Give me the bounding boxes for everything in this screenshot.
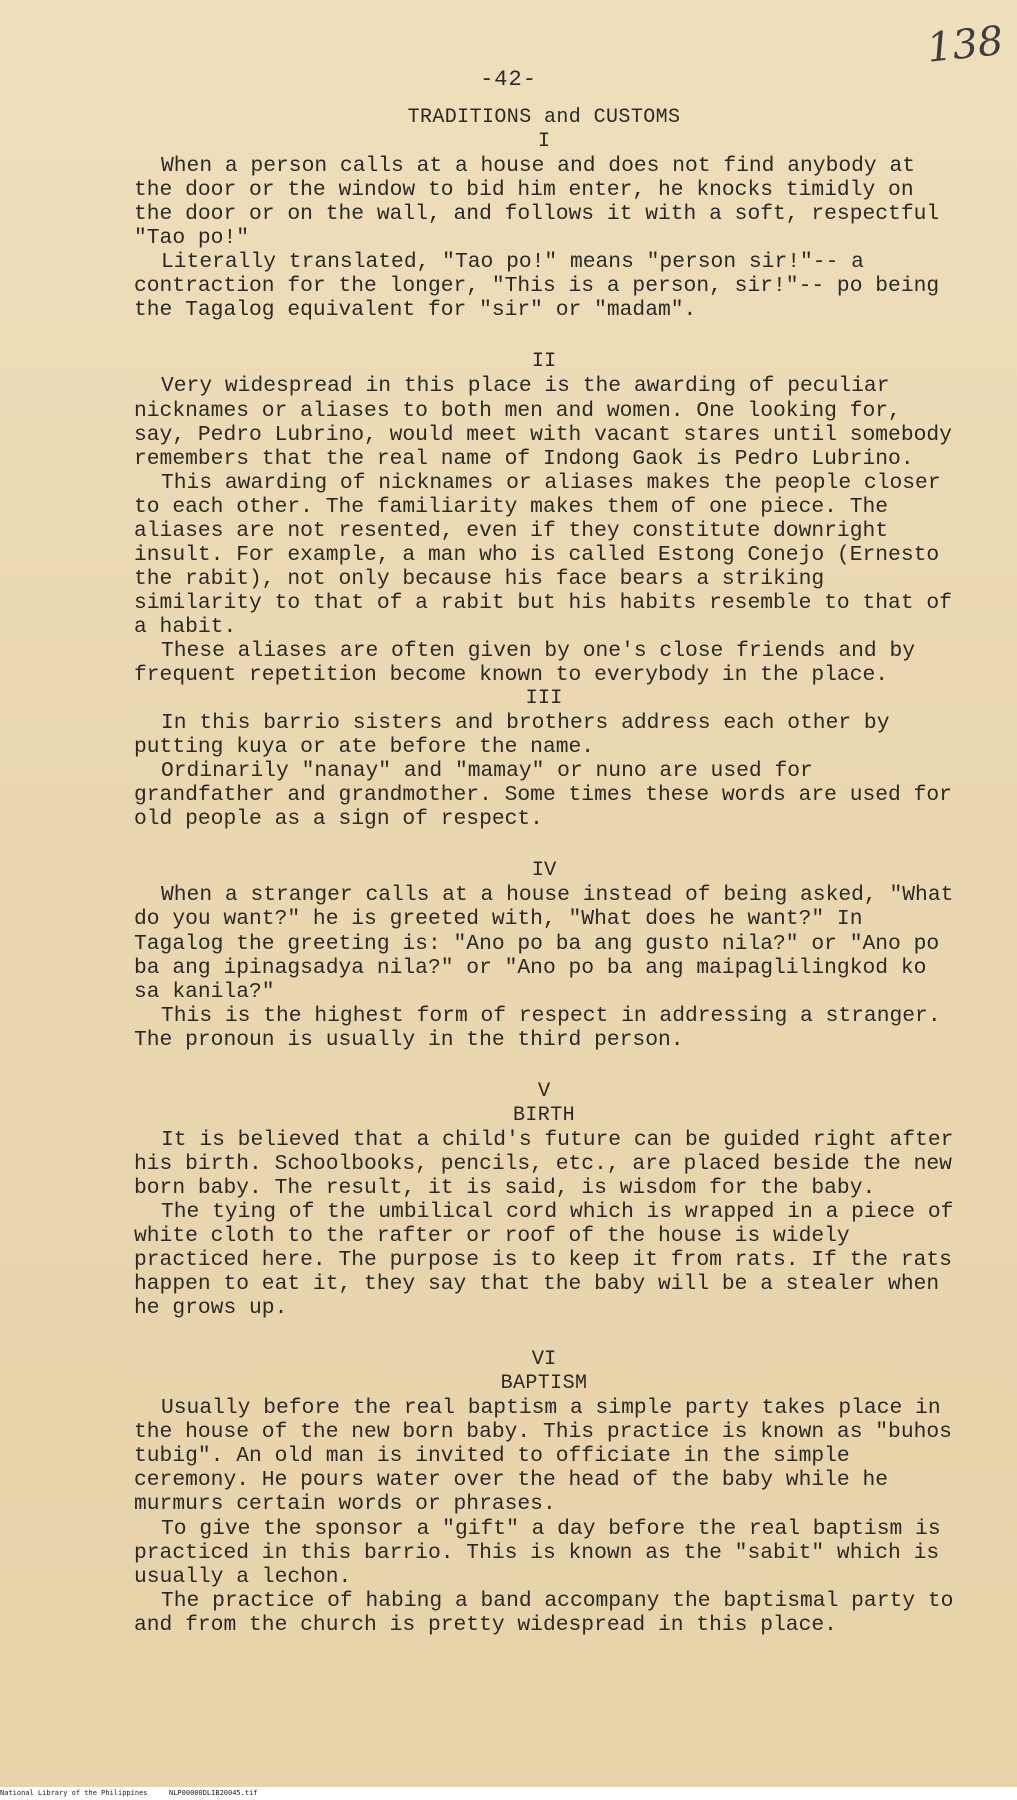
section-title-baptism: BAPTISM — [500, 1372, 588, 1396]
section-spacer — [134, 1052, 954, 1080]
section-spacer — [134, 1320, 954, 1348]
section-title-birth: BIRTH — [512, 1103, 575, 1127]
scan-footer — [0, 1787, 1017, 1800]
section-iv-paragraph-1: When a stranger calls at a house instead of being asked, "What do you want?" he is greeted with, "What does he want?" In Tagalog the greeting is: "Ano po ba ang gusto nila?" or "Ano po ba ang ipinagsadya nila?" or "Ano po ba ang maipaglilingkod ko sa kanila?" — [134, 883, 954, 1004]
footer-institution: National Library of the Philippines — [0, 1789, 148, 1797]
handwritten-page-number: 138 — [924, 17, 1006, 72]
section-v-paragraph-1: It is believed that a child's future can be guided right after his birth. Schoolbooks, pencils, etc., are placed beside the new born baby. The result, it is said, is wisdom for the baby. — [134, 1127, 954, 1200]
document-body — [134, 106, 954, 1637]
section-ii-paragraph-2: This awarding of nicknames or aliases makes the people closer to each other. The familiarity makes them of one piece. The aliases are not resented, even if they constitute downright insult. For example, a man who is called Estong Conejo (Ernesto the rabit), not only because his face bears a striking similarity to that of a rabit but his habits resemble to that of a habit. — [134, 470, 952, 639]
section-numeral-iii: III — [525, 687, 563, 711]
section-vi-paragraph-3: The practice of habing a band accompany the baptismal party to and from the church is pretty widespread in this place. — [134, 1588, 954, 1637]
section-numeral-ii: II — [531, 350, 557, 374]
page-number: -42- — [480, 67, 537, 92]
section-ii-paragraph-3: These aliases are often given by one's close friends and by frequent repetition become known to everybody in the place. — [134, 638, 916, 688]
section-title-traditions-customs: TRADITIONS and CUSTOMS — [407, 106, 681, 129]
section-v-paragraph-2: The tying of the umbilical cord which is wrapped in a piece of white cloth to the rafter or roof of the house is widely practiced here. The purpose is to keep it from rats. If the rats happen to eat it, they say that the baby will be a stealer when he grows up. — [134, 1199, 954, 1321]
section-spacer — [134, 322, 954, 350]
section-numeral-i: I — [537, 130, 551, 154]
section-numeral-v: V — [537, 1079, 551, 1103]
section-vi-paragraph-2: To give the sponsor a "gift" a day before the real baptism is practiced in this barrio. This is known as the "sabit" which is usually a lechon. — [134, 1516, 941, 1589]
section-vi-paragraph-1: Usually before the real baptism a simple party takes place in the house of the new born baby. This practice is known as "buhos tubig". An old man is invited to officiate in the simple ceremony. He pours water over the head of the baby while he murmurs certain words or phrases. — [134, 1396, 952, 1517]
section-iii-paragraph-1: In this barrio sisters and brothers address each other by putting kuya or ate before the name. — [134, 711, 890, 760]
section-numeral-iv: IV — [531, 859, 557, 883]
section-iv-paragraph-2: This is the highest form of respect in addressing a stranger. The pronoun is usually in the third person. — [134, 1003, 941, 1052]
section-spacer — [134, 831, 954, 859]
footer-filename: NLP00000DLIB20045.tif — [169, 1789, 258, 1797]
section-i-paragraph-2: Literally translated, "Tao po!" means "person sir!"-- a contraction for the longer, "This is a person, sir!"-- po being the Tagalog equivalent for "sir" or "madam". — [134, 250, 940, 323]
section-i-paragraph-1: When a person calls at a house and does not find anybody at the door or the window to bid him enter, he knocks timidly on the door or on the wall, and follows it with a soft, respectful "Tao po!" — [134, 154, 940, 251]
section-ii-paragraph-1: Very widespread in this place is the awarding of peculiar nicknames or aliases to both men and women. One looking for, say, Pedro Lubrino, would meet with vacant stares until somebody remembers that the real name of Indong Gaok is Pedro Lubrino. — [134, 374, 952, 471]
section-numeral-vi: VI — [531, 1348, 557, 1372]
section-iii-paragraph-2: Ordinarily "nanay" and "mamay" or nuno are used for grandfather and grandmother. Some times these words are used for old people as a sign of respect. — [134, 759, 952, 832]
